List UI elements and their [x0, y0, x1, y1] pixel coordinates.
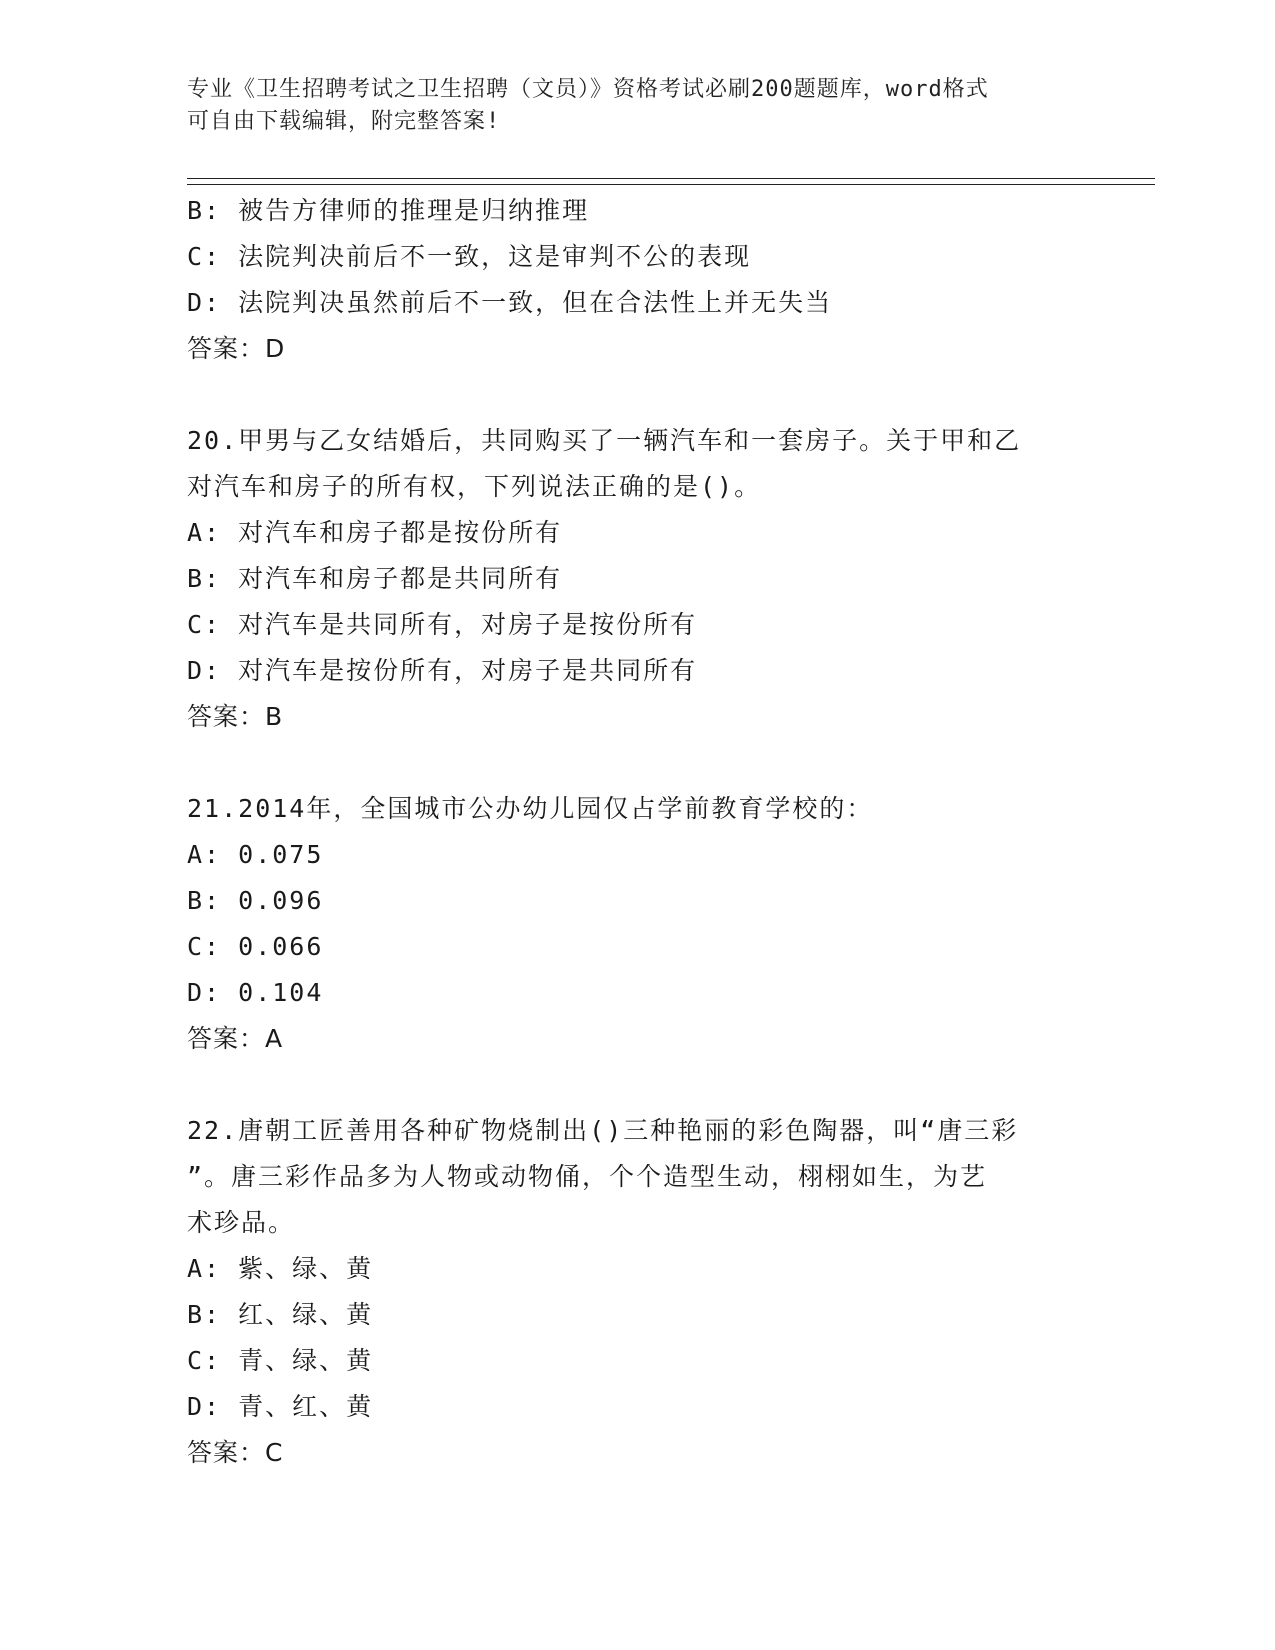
option-a: A: 紫、绿、黄	[187, 1254, 374, 1283]
document-body	[187, 188, 1087, 1476]
question-stem-line: 术珍品。	[187, 1208, 296, 1237]
option-d: D: 青、红、黄	[187, 1392, 374, 1421]
answer: 答案：A	[187, 1024, 284, 1053]
option-c: C: 对汽车是共同所有，对房子是按份所有	[187, 610, 698, 639]
question-21	[187, 786, 1087, 1062]
option-b: B: 红、绿、黄	[187, 1300, 374, 1329]
header-divider-top	[187, 178, 1155, 179]
answer: 答案：C	[187, 1438, 284, 1467]
option-c: C: 0.066	[187, 932, 324, 961]
answer: 答案：B	[187, 702, 284, 731]
option-b: B: 对汽车和房子都是共同所有	[187, 564, 563, 593]
header-divider-bottom	[187, 184, 1155, 185]
option-b: B: 被告方律师的推理是归纳推理	[187, 196, 590, 225]
option-d: D: 对汽车是按份所有，对房子是共同所有	[187, 656, 698, 685]
spacer	[187, 372, 1087, 418]
answer: 答案：D	[187, 334, 286, 363]
question-19-continued	[187, 188, 1087, 372]
option-c: C: 法院判决前后不一致，这是审判不公的表现	[187, 242, 752, 271]
question-stem-line: 21.2014年，全国城市公办幼儿园仅占学前教育学校的：	[187, 794, 874, 823]
question-20	[187, 418, 1087, 740]
option-c: C: 青、绿、黄	[187, 1346, 374, 1375]
header-line-2: 可自由下载编辑，附完整答案!	[187, 109, 501, 134]
question-22	[187, 1108, 1087, 1476]
document-header	[187, 74, 1087, 138]
spacer	[187, 1062, 1087, 1108]
option-b: B: 0.096	[187, 886, 324, 915]
question-stem-line: 22.唐朝工匠善用各种矿物烧制出()三种艳丽的彩色陶器，叫“唐三彩	[187, 1116, 1019, 1145]
question-stem-line: ”。唐三彩作品多为人物或动物俑，个个造型生动，栩栩如生，为艺	[187, 1162, 988, 1191]
option-d: D: 法院判决虽然前后不一致，但在合法性上并无失当	[187, 288, 833, 317]
option-d: D: 0.104	[187, 978, 324, 1007]
option-a: A: 0.075	[187, 840, 324, 869]
question-stem-line: 20.甲男与乙女结婚后，共同购买了一辆汽车和一套房子。关于甲和乙	[187, 426, 1022, 455]
question-stem-line: 对汽车和房子的所有权，下列说法正确的是()。	[187, 472, 762, 501]
header-line-1: 专业《卫生招聘考试之卫生招聘（文员）》资格考试必刷200题题库，word格式	[187, 77, 989, 102]
spacer	[187, 740, 1087, 786]
option-a: A: 对汽车和房子都是按份所有	[187, 518, 563, 547]
